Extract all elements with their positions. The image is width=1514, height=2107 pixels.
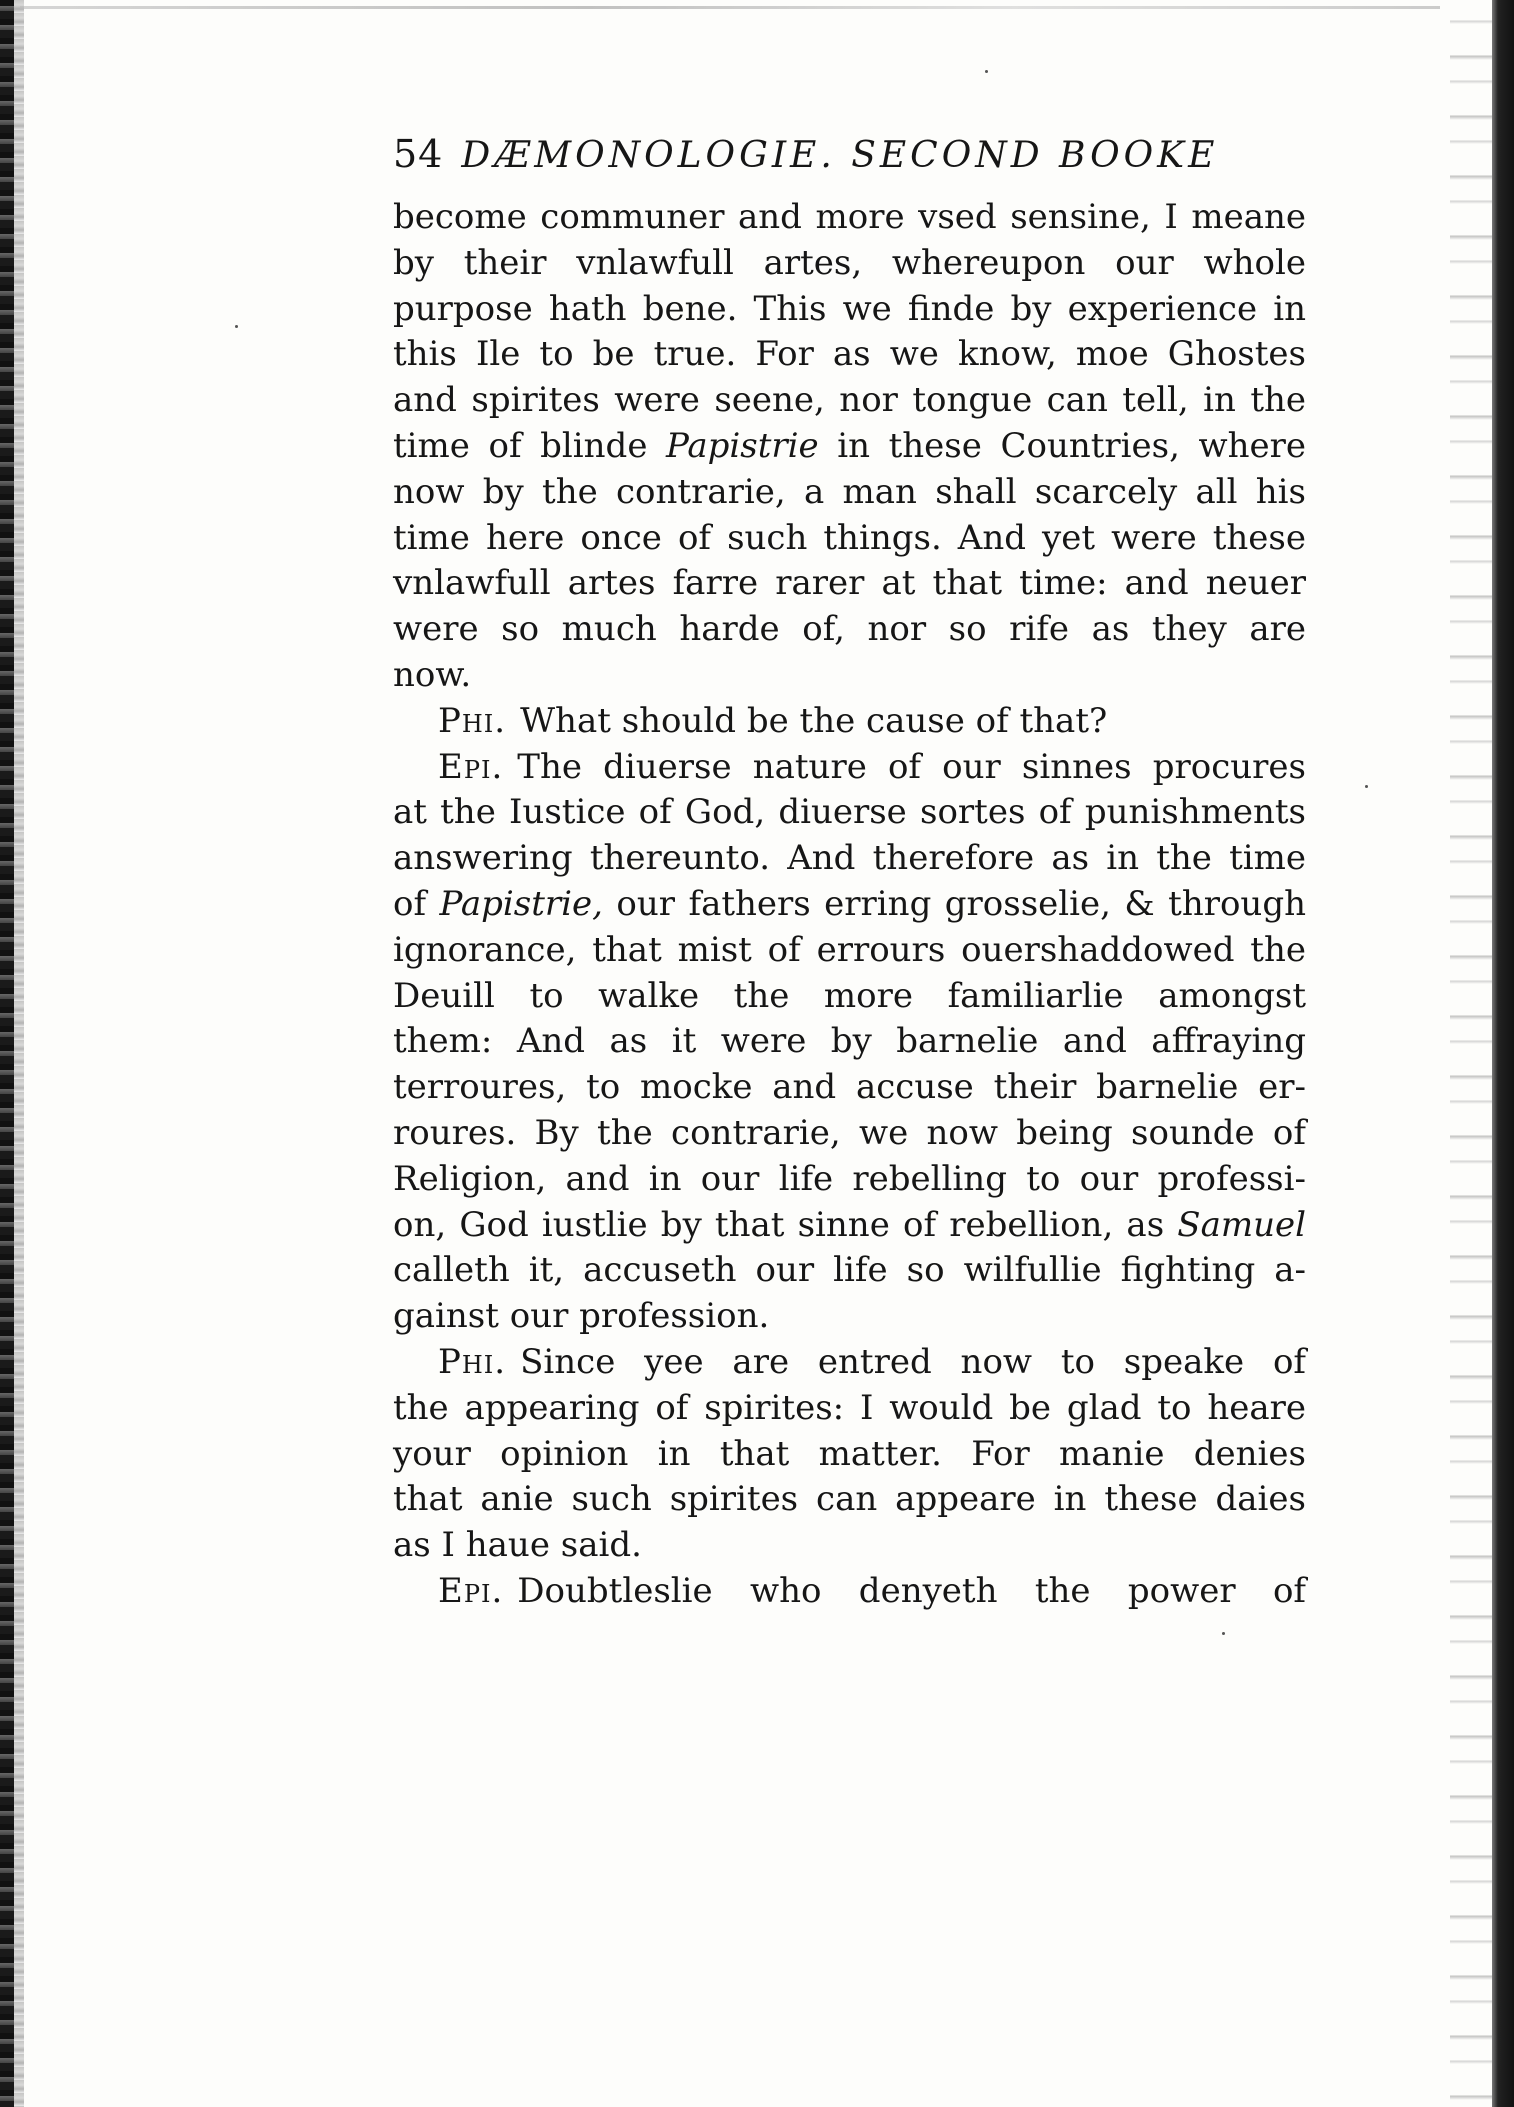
line-text: calleth it, accuseth our life so wilfullie fighting a- — [393, 1250, 1306, 1291]
line-text: What should be the cause of that? — [520, 700, 1108, 741]
line-text: Deuill to walke the more familiarlie amongst — [393, 975, 1306, 1016]
scan-edge-left — [0, 0, 14, 2107]
line-text: answering thereunto. And therefore as in the time — [393, 838, 1306, 879]
text-line — [393, 1248, 1306, 1294]
text-line — [393, 699, 1306, 745]
speck — [1222, 1632, 1225, 1635]
italic-name: Papistrie, — [439, 883, 603, 924]
line-text: roures. By the contrarie, we now being sounde of — [393, 1112, 1306, 1153]
text-line — [393, 607, 1306, 653]
line-text: purpose hath bene. This we finde by experience in — [393, 288, 1306, 329]
text-line — [393, 378, 1306, 424]
body-text — [393, 195, 1306, 1615]
line-text: Since yee are entred now to speake of — [520, 1341, 1306, 1382]
text-line — [393, 1065, 1306, 1111]
text-line — [393, 1340, 1306, 1386]
line-text: The diuerse nature of our sinnes procures — [517, 746, 1306, 787]
line-text: that anie such spirites can appeare in these daies — [393, 1479, 1306, 1520]
line-text: our fathers erring grosselie, & through — [602, 883, 1306, 924]
text-line — [393, 332, 1306, 378]
text-line — [393, 1386, 1306, 1432]
text-line — [393, 516, 1306, 562]
speaker-label: Epi. — [438, 746, 504, 787]
scan-edge-right-shadow — [1450, 0, 1492, 2107]
italic-name: Papistrie — [666, 425, 819, 466]
speaker-label: Phi. — [438, 1341, 507, 1382]
line-text: your opinion in that matter. For manie denies — [393, 1433, 1306, 1474]
line-text: gainst our profession. — [393, 1296, 770, 1337]
line-text: time of blinde — [393, 425, 667, 466]
text-line — [393, 561, 1306, 607]
page-text-block — [393, 125, 1306, 1615]
text-line — [393, 790, 1306, 836]
speck — [235, 325, 238, 328]
text-line — [393, 1569, 1306, 1615]
text-line — [393, 241, 1306, 287]
line-text: on, God iustlie by that sinne of rebellion, as — [393, 1204, 1178, 1245]
speck — [1365, 785, 1368, 788]
italic-name: Samuel — [1177, 1204, 1306, 1245]
line-text: this Ile to be true. For as we know, moe Ghostes — [393, 334, 1306, 375]
text-line — [393, 653, 1306, 699]
text-line — [393, 836, 1306, 882]
speaker-label: Phi. — [438, 700, 507, 741]
speck — [985, 70, 988, 73]
line-text: were so much harde of, nor so rife as they are — [393, 609, 1306, 650]
line-text: in these Countries, where — [818, 425, 1306, 466]
running-header — [393, 125, 1306, 195]
scan-edge-top — [20, 6, 1440, 9]
text-line — [393, 287, 1306, 333]
text-line — [393, 1157, 1306, 1203]
text-line — [393, 1294, 1306, 1340]
line-text: now. — [393, 654, 472, 695]
line-text: ignorance, that mist of errours ouershaddowed the — [393, 929, 1306, 970]
line-text: and spirites were seene, nor tongue can tell, in the — [393, 380, 1306, 421]
running-title: DÆMONOLOGIE. SECOND BOOKE — [461, 135, 1219, 176]
text-line — [393, 1477, 1306, 1523]
text-line — [393, 470, 1306, 516]
text-line — [393, 1432, 1306, 1478]
page-number: 54 — [393, 132, 444, 176]
line-text: Religion, and in our life rebelling to our professi- — [393, 1158, 1306, 1199]
text-line — [393, 974, 1306, 1020]
line-text: the appearing of spirites: I would be glad to heare — [393, 1387, 1306, 1428]
scan-edge-right — [1492, 0, 1514, 2107]
line-text: vnlawfull artes farre rarer at that time: and neuer — [393, 563, 1306, 604]
line-text: at the Iustice of God, diuerse sortes of punishments — [393, 792, 1306, 833]
line-text: Doubtleslie who denyeth the power of — [517, 1570, 1306, 1611]
text-line — [393, 928, 1306, 974]
text-line — [393, 745, 1306, 791]
line-text: time here once of such things. And yet were these — [393, 517, 1306, 558]
line-text: as I haue said. — [393, 1525, 642, 1566]
line-text: them: And as it were by barnelie and affraying — [393, 1021, 1306, 1062]
text-line — [393, 882, 1306, 928]
line-text: of — [393, 883, 440, 924]
line-text: by their vnlawfull artes, whereupon our whole — [393, 242, 1306, 283]
text-line — [393, 1019, 1306, 1065]
scan-edge-left-shadow — [14, 0, 24, 2107]
line-text: terroures, to mocke and accuse their barnelie er- — [393, 1067, 1306, 1108]
text-line — [393, 195, 1306, 241]
text-line — [393, 1111, 1306, 1157]
speaker-label: Epi. — [438, 1570, 504, 1611]
text-line — [393, 1523, 1306, 1569]
line-text: become communer and more vsed sensine, I meane — [393, 197, 1306, 237]
text-line — [393, 424, 1306, 470]
line-text: now by the contrarie, a man shall scarcely all his — [393, 471, 1306, 512]
text-line — [393, 1203, 1306, 1249]
